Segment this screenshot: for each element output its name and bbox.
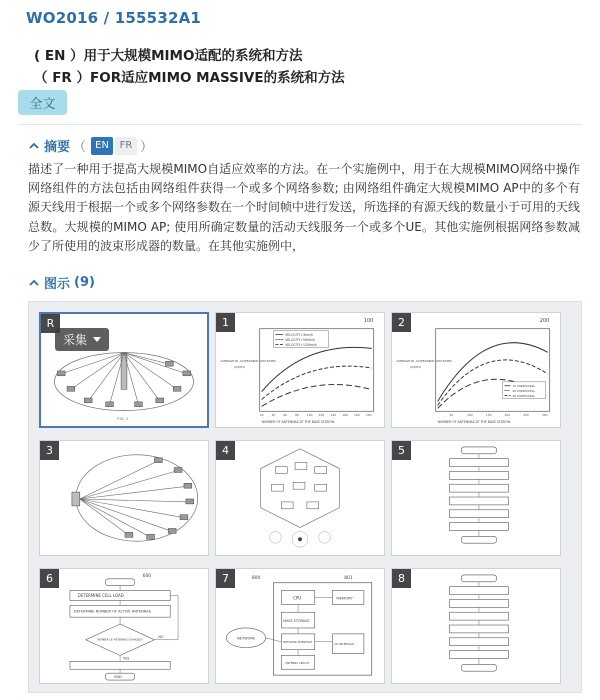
paren-open: （ — [73, 140, 87, 155]
x-tick: 200 — [365, 413, 372, 418]
figure-gallery — [28, 301, 582, 693]
figure-flowchart — [40, 569, 208, 683]
collect-button-label: 采集 — [62, 333, 87, 347]
figure-ref: 100 — [363, 317, 374, 324]
y-axis-label: AVERAGE DL ACHIEVABLE SUM-RATES — [220, 359, 276, 364]
figure-thumb-5[interactable] — [391, 440, 561, 556]
figure-ref: 800 — [251, 575, 261, 581]
block-label: NETWORK — [237, 636, 256, 641]
figure-number: 1 — [216, 313, 235, 332]
legend-entry: VELOCITY=3km/h — [285, 333, 313, 338]
figures-heading[interactable] — [28, 273, 95, 292]
block-label: ANTENNA CIRCUIT — [285, 661, 310, 665]
x-tick: 150 — [485, 413, 492, 418]
figure-thumb-7[interactable] — [215, 568, 385, 684]
x-axis-label: NUMBER OF ANTENNAS AT THE BASE STATION — [261, 420, 335, 425]
figure-ref: 801 — [344, 575, 353, 581]
figure-drawing — [40, 441, 208, 555]
x-tick: 250 — [523, 413, 529, 418]
figure-number: 7 — [216, 569, 235, 588]
block-label: CPU — [293, 595, 302, 601]
x-axis-label: NUMBER OF ANTENNAS AT THE BASE STATION — [437, 420, 511, 425]
block-label: I/O INTERFACE — [334, 642, 355, 647]
divider — [18, 124, 582, 125]
x-tick: 140 — [330, 413, 337, 418]
caret-down-icon — [93, 337, 101, 342]
legend-entry: VELOCITY=120km/h — [285, 342, 317, 347]
figure-ref: 200 — [539, 317, 550, 324]
x-tick: 120 — [318, 413, 325, 418]
y-axis-label: AVERAGE DL ACHIEVABLE SUM-RATES — [396, 359, 452, 364]
lang-fr-button[interactable]: FR — [115, 137, 137, 155]
abstract-heading[interactable] — [28, 136, 156, 155]
figure-thumb-8[interactable] — [391, 568, 561, 684]
x-tick: 40 — [271, 413, 276, 418]
figure-flowchart — [392, 569, 560, 683]
title-fr: （ FR ）FOR适应MIMO MASSIVE的系统和方法 — [34, 70, 345, 86]
x-tick: 100 — [306, 413, 313, 418]
figure-block-diagram — [216, 569, 384, 683]
legend-entry: 20 USERS/CELL — [512, 389, 535, 394]
y-axis-unit: (bit/Hz) — [410, 365, 422, 370]
block-label: NETWORK INTERFACE — [283, 641, 313, 645]
chevron-up-icon — [28, 277, 40, 289]
lang-en-button[interactable]: EN — [91, 137, 113, 155]
figure-thumb-4[interactable] — [215, 440, 385, 556]
title-en: ( EN ）用于大规模MIMO适配的系统和方法 — [34, 48, 303, 64]
figure-number: 3 — [40, 441, 59, 460]
abstract-heading-label: 摘要 — [44, 140, 71, 155]
x-tick: 60 — [283, 413, 288, 418]
figure-thumb-3[interactable] — [39, 440, 209, 556]
abstract-text: 描述了一种用于提高大规模MIMO自适应效率的方法。在一个实施例中，用于在大规模MIMO网络中操作网络组件的方法包括由网络组件获得一个或多个网络参数; 由网络组件确定大规模MIMO AP中的多个有源天线用于根据一个或多个网络参数在一个时间帧中进行发送，所选择的有源天线的数量小于可用的天线总数。大规模的MIMO AP; 使用所确定数量的活动天线服务一个或多个UE。其他实施例根据网络参数减少了所使用的波束形成器的数量。在其他实施例中， — [28, 162, 581, 253]
figure-number: 5 — [392, 441, 411, 460]
chevron-up-icon — [28, 140, 40, 152]
x-tick: 300 — [541, 413, 548, 418]
figure-caption: FIG. 1 — [117, 416, 129, 422]
flow-branch: NO — [158, 634, 164, 639]
flow-step: DETERMINE NUMBER OF ACTIVE ANTENNAS — [73, 609, 152, 614]
figure-thumb-2[interactable] — [391, 312, 561, 428]
figure-plot — [392, 313, 560, 427]
paren-close: ） — [140, 140, 154, 155]
flow-step: DETERMINE CELL LOAD — [77, 593, 124, 599]
x-tick: 50 — [449, 413, 454, 418]
x-tick: 200 — [504, 413, 511, 418]
figure-number: 8 — [392, 569, 411, 588]
x-tick: 160 — [342, 413, 348, 418]
x-tick: 100 — [467, 413, 473, 418]
flow-branch: YES — [123, 656, 130, 661]
flow-decision: NUMBER OF ANTENNAS CHANGED? — [97, 638, 143, 642]
x-tick: 80 — [295, 413, 299, 418]
collect-button[interactable] — [55, 328, 109, 351]
figure-thumb-6[interactable] — [39, 568, 209, 684]
figure-drawing — [216, 441, 384, 555]
figures-heading-label: 图示 — [44, 277, 71, 292]
legend-entry: VELOCITY=50km/h — [285, 338, 315, 343]
figure-thumb-1[interactable] — [215, 312, 385, 428]
publication-number: WO2016 / 155532A1 — [26, 9, 202, 27]
figure-number: R — [41, 314, 60, 333]
figure-number: 6 — [40, 569, 59, 588]
block-label: MEMORY — [336, 596, 353, 601]
y-axis-unit: (bit/Hz) — [234, 365, 246, 370]
figure-flowchart — [392, 441, 560, 555]
flow-end: END — [114, 675, 122, 680]
x-tick: 20 — [259, 413, 264, 418]
figure-plot — [216, 313, 384, 427]
figure-number: 2 — [392, 313, 411, 332]
full-text-button[interactable]: 全文 — [18, 90, 67, 115]
x-tick: 180 — [354, 413, 360, 418]
block-label: MASS STORAGE — [283, 619, 310, 624]
legend-entry: 30 USERS/CELL — [512, 394, 535, 399]
legend-entry: 10 USERS/CELL — [512, 384, 535, 389]
figure-number: 4 — [216, 441, 235, 460]
figures-count: (9) — [74, 275, 95, 290]
figure-ref: 600 — [142, 573, 152, 579]
